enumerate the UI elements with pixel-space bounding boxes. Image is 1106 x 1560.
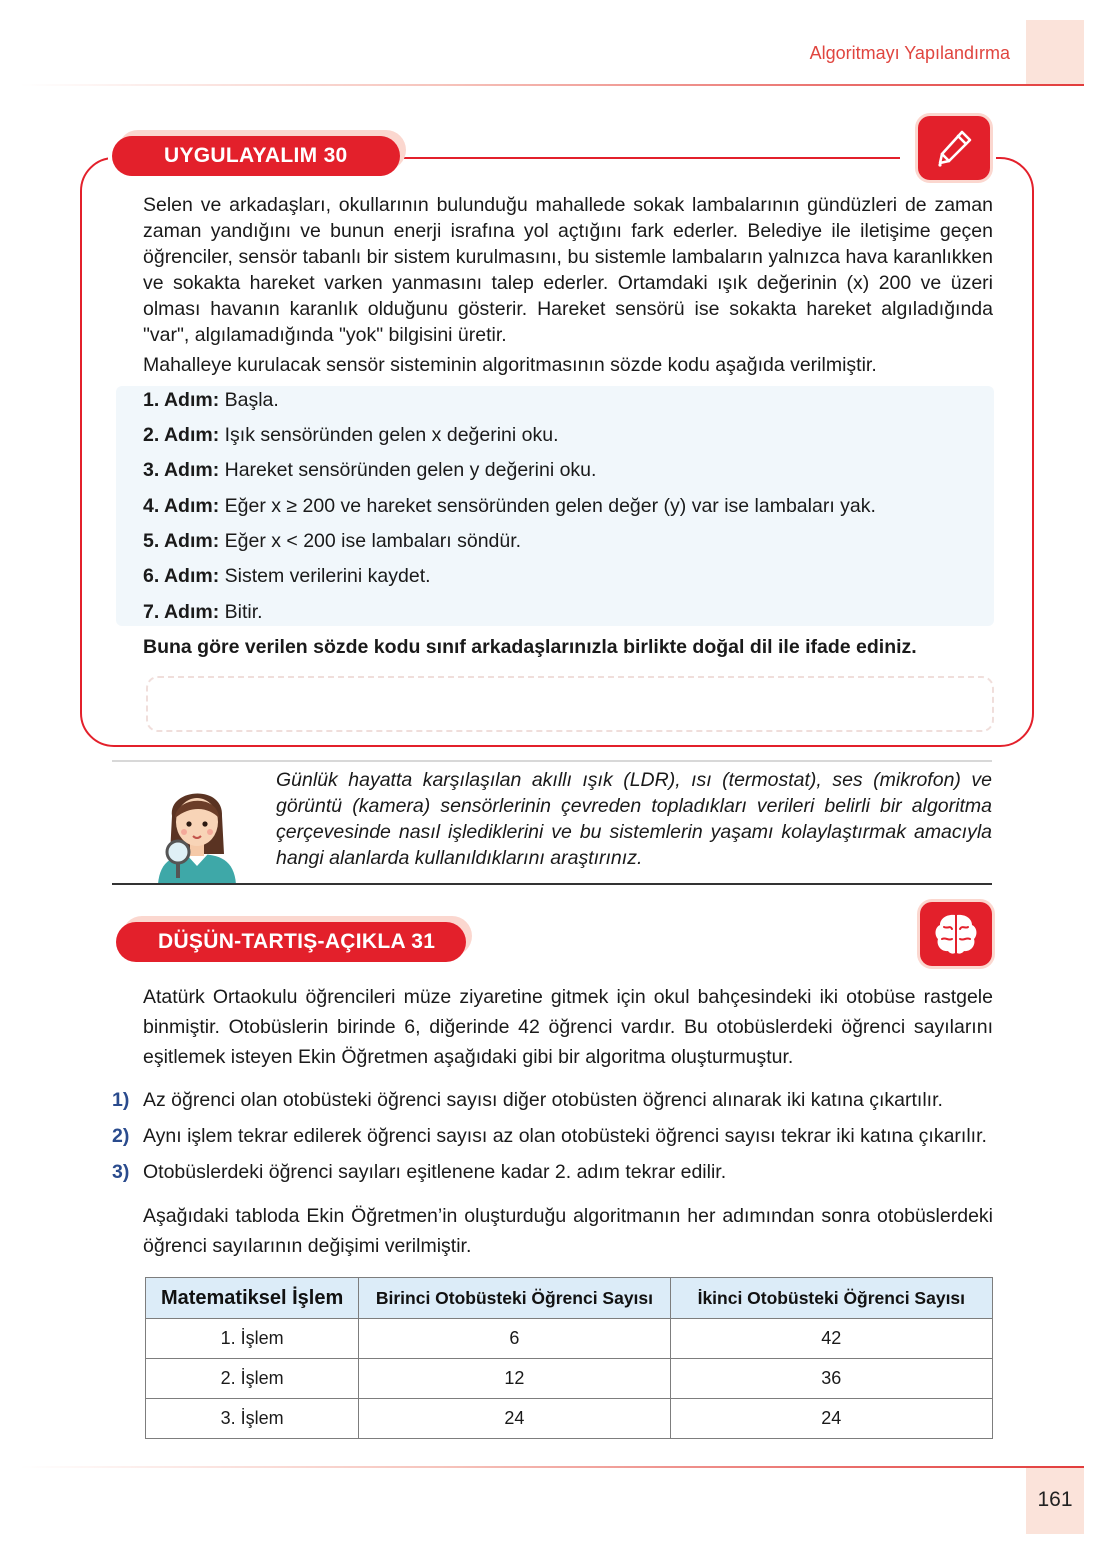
table-cell: 1. İşlem — [146, 1319, 359, 1359]
column-header: Birinci Otobüsteki Öğrenci Sayısı — [359, 1278, 670, 1319]
activity-banner: UYGULAYALIM 30 — [112, 136, 400, 176]
note-divider-top — [112, 760, 992, 762]
table-intro: Aşağıdaki tabloda Ekin Öğretmen’in oluşturduğu algoritmanın her adımından sonra otobüslerdeki öğrenci sayılarının değişimi verilmiştir. — [143, 1205, 993, 1257]
pseudocode-step: 5. Adım: Eğer x < 200 ise lambaları söndür. — [143, 530, 522, 552]
pencil-icon — [918, 116, 990, 180]
table-row — [146, 1399, 993, 1439]
discussion-intro: Atatürk Ortaokulu öğrencileri müze ziyaretine gitmek için okul bahçesindeki iki otobüse rastgele binmiştir. Otobüslerin birinde 6, diğerinde 42 öğrenci vardır. Bu otobüslerdeki öğrenci sayılarını eşitlemek isteyen Ekin Öğretmen aşağıdaki gibi bir algoritma oluşturmuştur. — [143, 986, 993, 1068]
pseudocode-step: 4. Adım: Eğer x ≥ 200 ve hareket sensöründen gelen değer (y) var ise lambaları yak. — [143, 495, 876, 517]
chapter-title: Algoritmayı Yapılandırma — [809, 43, 1010, 63]
footer-divider — [20, 1466, 1084, 1468]
answer-field[interactable] — [146, 676, 994, 732]
table-row — [146, 1359, 993, 1399]
pseudocode-step: 2. Adım: Işık sensöründen gelen x değerini oku. — [143, 424, 559, 446]
pseudocode-step: 7. Adım: Bitir. — [143, 601, 263, 623]
algorithm-step: 2) Aynı işlem tekrar edilerek öğrenci sayısı az olan otobüsteki öğrenci sayısı tekrar iki katına çıkarılır. — [112, 1125, 987, 1147]
algorithm-step: 3) Otobüslerdeki öğrenci sayıları eşitlenene kadar 2. adım tekrar edilir. — [112, 1161, 727, 1183]
header-tab — [1026, 20, 1084, 84]
table-cell: 24 — [670, 1399, 992, 1439]
table-cell: 12 — [359, 1359, 670, 1399]
table-cell: 6 — [359, 1319, 670, 1359]
girl-with-magnifier-icon — [150, 774, 244, 884]
table-cell: 42 — [670, 1319, 992, 1359]
column-header: İkinci Otobüsteki Öğrenci Sayısı — [670, 1278, 992, 1319]
table-cell: 36 — [670, 1359, 992, 1399]
pseudocode-step: 1. Adım: Başla. — [143, 389, 279, 411]
table-cell: 3. İşlem — [146, 1399, 359, 1439]
algorithm-step: 1) Az öğrenci olan otobüsteki öğrenci sayısı diğer otobüsten öğrenci alınarak iki katına çıkartılır. — [112, 1089, 943, 1111]
header-divider — [20, 84, 1084, 86]
discussion-banner: DÜŞÜN-TARTIŞ-AÇIKLA 31 — [116, 922, 466, 962]
table-cell: 2. İşlem — [146, 1359, 359, 1399]
note-divider-bottom — [112, 883, 992, 885]
activity-question: Buna göre verilen sözde kodu sınıf arkadaşlarınızla birlikte doğal dil ile ifade ediniz. — [143, 636, 917, 658]
brain-icon — [920, 902, 992, 966]
table-cell: 24 — [359, 1399, 670, 1439]
pseudocode-step: 6. Adım: Sistem verilerini kaydet. — [143, 565, 431, 587]
student-count-table — [145, 1277, 993, 1439]
table-header-row — [146, 1278, 993, 1319]
activity-paragraph: Selen ve arkadaşları, okullarının bulunduğu mahallede sokak lambalarının gündüzleri de zaman zaman yandığını ve bunun enerji israfına yol açtığını fark ederler. Belediye ile iletişime geçen öğrenciler, sensör tabanlı bir sistem kurulmasını, bu sistemle lambaların yalnızca hava karanlıkken ve sokakta hareket varken yanmasını talep ederler. Ortamdaki ışık değerinin (x) 200 ve üzeri olması havanın karanlık olduğunu gösterir. Hareket sensörü ise sokakta hareket algıladığında "var", algılamadığında "yok" bilgisini üretir. — [143, 194, 993, 346]
activity-instruction: Mahalleye kurulacak sensör sisteminin algoritmasının sözde kodu aşağıda verilmiştir. — [143, 354, 877, 376]
table-row — [146, 1319, 993, 1359]
page-number: 161 — [1037, 1488, 1073, 1511]
column-header: Matematiksel İşlem — [146, 1278, 359, 1319]
pseudocode-step: 3. Adım: Hareket sensöründen gelen y değerini oku. — [143, 459, 597, 481]
research-note: Günlük hayatta karşılaşılan akıllı ışık (LDR), ısı (termostat), ses (mikrofon) ve görüntü (kamera) sensörlerinin çevreden topladıkları verileri belirli bir algoritma çerçevesinde nasıl işlediklerini ve bu sistemlerin yaşamı kolaylaştırmak amacıyla hangi alanlarda kullanıldıklarını araştırınız. — [276, 769, 992, 869]
